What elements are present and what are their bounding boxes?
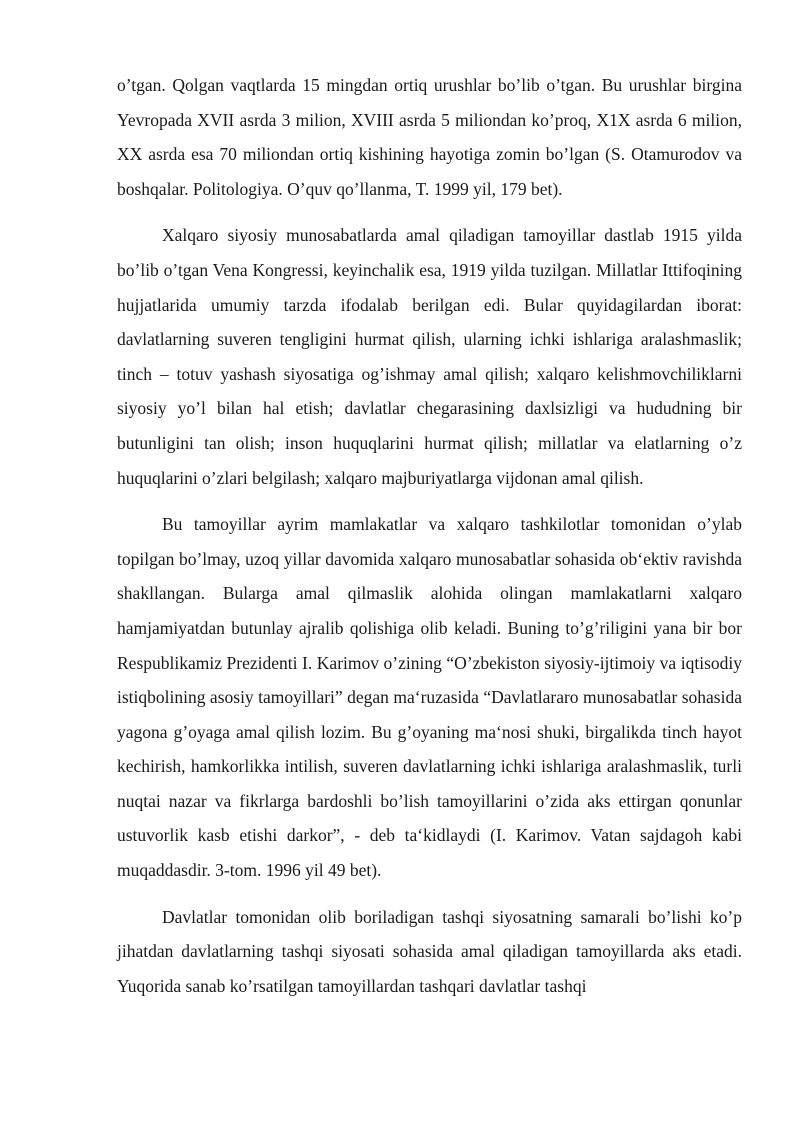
paragraph-foreign-policy: Davlatlar tomonidan olib boriladigan tashqi siyosatning samarali bo’lishi ko’p jihatdan davlatlarning tashqi siyosati sohasida amal qiladigan tamoyillarda aks etadi. Yuqorida sanab ko’rsatilgan tamoyillardan tashqari davlatlar tashqi <box>117 906 742 996</box>
paragraph-principles: Xalqaro siyosiy munosabatlarda amal qiladigan tamoyillar dastlab 1915 yilda bo’lib o’tgan Vena Kongressi, keyinchalik esa, 1919 yilda tuzilgan. Millatlar Ittifoqining hujjatlarida umumiy tarzda ifodalab berilgan edi. Bular quyidagilardan iborat: davlatlarning suveren tengligini hurmat qilish, ularning ichki ishlariga aralashmaslik; tinch – totuv yashash siyosatiga og’ishmay amal qilish; xalqaro kelishmovchiliklarni siyosiy yo’l bilan hal etish; davlatlar chegarasining daxlsizligi va hududning bir butunligini tan olish; inson huquqlarini hurmat qilish; millatlar va elatlarning o’z huquqlarini o’zlari belgilash; xalqaro majburiyatlarga vijdonan amal qilish. <box>117 225 742 488</box>
document-body <box>117 68 742 1003</box>
paragraph-continuation: o’tgan. Qolgan vaqtlarda 15 mingdan ortiq urushlar bo’lib o’tgan. Bu urushlar birgina Yevropada XVII asrda 3 milion, XVIII asrda 5 miliondan ko’proq, X1X asrda 6 milion, XX asrda esa 70 miliondan ortiq kishining hayotiga zomin bo’lgan (S. Otamurodov va boshqalar. Politologiya. O’quv qo’llanma, T. 1999 yil, 179 bet). <box>117 75 742 199</box>
paragraph-karimov-quote: Bu tamoyillar ayrim mamlakatlar va xalqaro tashkilotlar tomonidan o’ylab topilgan bo’lmay, uzoq yillar davomida xalqaro munosabatlar sohasida ob‘ektiv ravishda shakllangan. Bularga amal qilmaslik alohida olingan mamlakatlarni xalqaro hamjamiyatdan butunlay ajralib qolishiga olib keladi. Buning to’g’riligini yana bir bor Respublikamiz Prezidenti I. Karimov o’zining “O’zbekiston siyosiy-ijtimoiy va iqtisodiy istiqbolining asosiy tamoyillari” degan ma‘ruzasida “Davlatlararo munosabatlar sohasida yagona g’oyaga amal qilish lozim. Bu g’oyaning ma‘nosi shuki, birgalikda tinch hayot kechirish, hamkorlikka intilish, suveren davlatlarning ichki ishlariga aralashmaslik, turli nuqtai nazar va fikrlarga bardoshli bo’lish tamoyillarini o’zida aks ettirgan qonunlar ustuvorlik kasb etishi darkor”, - deb ta‘kidlaydi (I. Karimov. Vatan sajdagoh kabi muqaddasdir. 3-tom. 1996 yil 49 bet). <box>117 514 742 881</box>
